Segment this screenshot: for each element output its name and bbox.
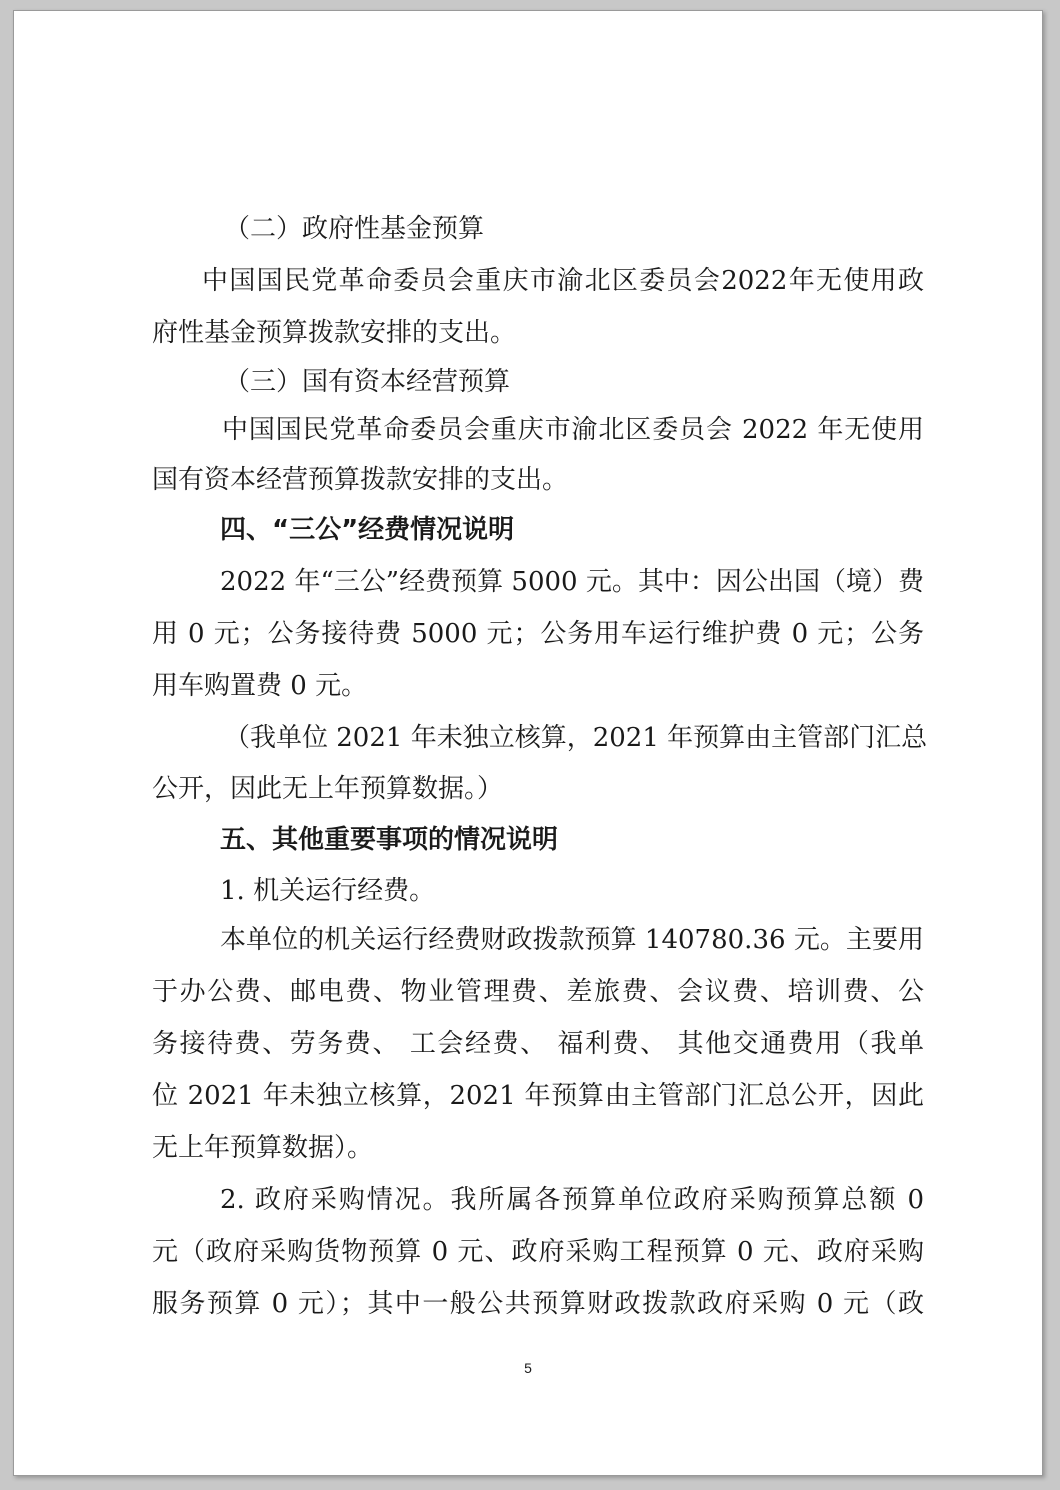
item-2-paragraph-line-1: 2. 政府采购情况。我所属各预算单位政府采购预算总额 0 (220, 1185, 924, 1215)
section-4-paragraph-line-2: 用 0 元；公务接待费 5000 元；公务用车运行维护费 0 元；公务 (152, 619, 924, 649)
section-4-paragraph-line-3: 用车购置费 0 元。 (152, 671, 368, 701)
item-1-paragraph-line-2: 于办公费、邮电费、物业管理费、差旅费、会议费、培训费、公 (152, 977, 924, 1007)
item-1-title: 1. 机关运行经费。 (220, 876, 436, 906)
section-2-paragraph-line-1: 中国国民党革命委员会重庆市渝北区委员会2022年无使用政 (202, 266, 924, 296)
section-4-heading: 四、“三公”经费情况说明 (220, 515, 515, 545)
item-1-paragraph-line-4: 位 2021 年未独立核算，2021 年预算由主管部门汇总公开，因此 (152, 1081, 924, 1111)
section-4-paragraph-line-1: 2022 年“三公”经费预算 5000 元。其中：因公出国（境）费 (220, 567, 924, 597)
section-2-heading: （二）政府性基金预算 (224, 214, 485, 244)
section-4-note-line-1: （我单位 2021 年未独立核算，2021 年预算由主管部门汇总 (224, 723, 928, 753)
item-1-paragraph-line-1: 本单位的机关运行经费财政拨款预算 140780.36 元。主要用 (220, 925, 924, 955)
section-3-paragraph-line-2: 国有资本经营预算拨款安排的支出。 (152, 465, 569, 495)
item-1-paragraph-line-5: 无上年预算数据）。 (152, 1133, 374, 1163)
section-4-note-line-2: 公开，因此无上年预算数据。） (152, 774, 504, 804)
section-3-paragraph-line-1: 中国国民党革命委员会重庆市渝北区委员会 2022 年无使用 (222, 415, 924, 445)
item-2-paragraph-line-2: 元（政府采购货物预算 0 元、政府采购工程预算 0 元、政府采购 (152, 1237, 924, 1267)
item-1-paragraph-line-3: 务接待费、劳务费、 工会经费、 福利费、 其他交通费用（我单 (152, 1029, 924, 1059)
item-2-paragraph-line-3: 服务预算 0 元）；其中一般公共预算财政拨款政府采购 0 元（政 (152, 1289, 924, 1319)
section-5-heading: 五、其他重要事项的情况说明 (220, 825, 559, 855)
section-3-heading: （三）国有资本经营预算 (224, 367, 511, 397)
page-number: 5 (524, 1360, 532, 1376)
section-2-paragraph-line-2: 府性基金预算拨款安排的支出。 (152, 318, 517, 348)
document-page (13, 10, 1043, 1476)
